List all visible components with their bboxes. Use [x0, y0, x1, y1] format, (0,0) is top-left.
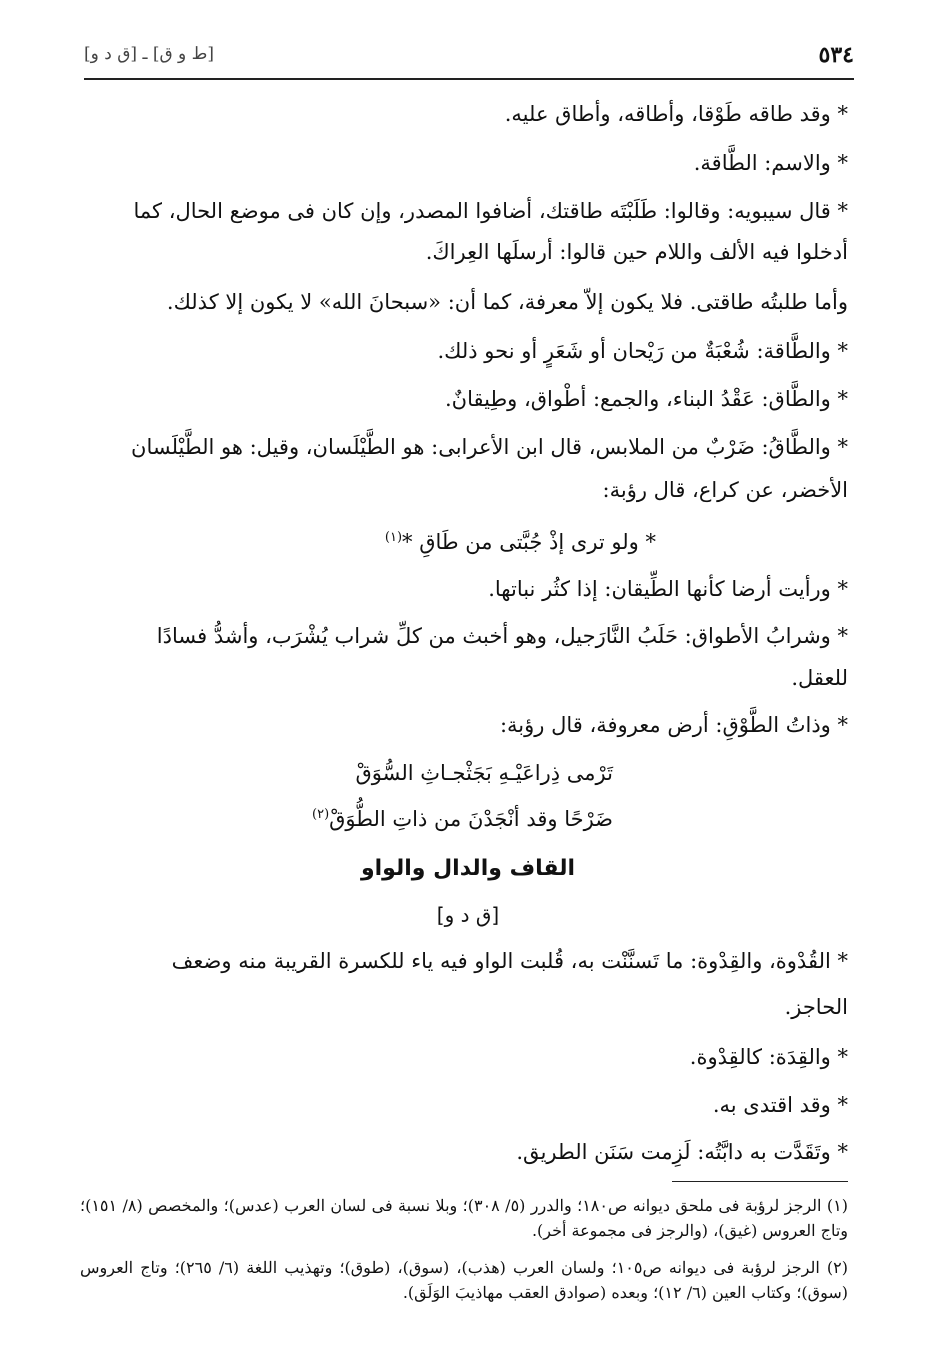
entry-line: وأما طلبتُه طاقتى. فلا يكون إلاّ معرفة، كما أن: «سبحانَ الله» لا يكون إلا كذلك.: [166, 290, 848, 314]
footnote: (٢) الرجز لرؤبة فى ديوانه ص١٠٥؛ ولسان العرب (هذب)، (سوق)، (طوق)؛ وتهذيب اللغة (٦/ ٢٦٥)؛ وتاج العروس (سوق)؛ وكتاب العين (٦/ ١٢)؛ وبعده (صوادق العقب مهاذيبَ الوَلَق).: [80, 1258, 848, 1302]
entry-line: * القُدْوة، والقِدْوة: ما تَسنَّنْت به، قُلبت الواو فيه ياء للكسرة القريبة منه وضعف: [171, 949, 848, 973]
entry-line: * وتَقَدَّت به دابَّتُه: لَزِمت سَنَن الطريق.: [516, 1140, 848, 1164]
footnote-rule: [672, 1181, 848, 1182]
page-number: ٥٣٤: [818, 42, 854, 68]
section-title: القاف والدال والواو: [360, 856, 576, 881]
entry-line: * والطَّاقة: شُعْبَةٌ من رَيْحان أو شَعَرٍ أو نحو ذلك.: [437, 339, 848, 363]
entry-line: * وشرابُ الأطواق: حَلَبُ النَّارَجيل، وهو أخبث من كلِّ شراب يُشْرَب، وأشدُّ فسادًا: [156, 624, 848, 648]
entry-line: * وقد طاقه طَوْقا، وأطاقه، وأطاق عليه.: [504, 102, 848, 126]
verse-line: [385, 524, 656, 556]
entry-line: * والقِدَة: كالقِدْوة.: [689, 1045, 848, 1069]
footnote-ref: (٢): [312, 807, 330, 822]
entry-line: الحاجز.: [784, 995, 848, 1019]
footnote-ref: (١): [384, 530, 403, 545]
verse-line: [312, 801, 613, 833]
header-rule: [84, 78, 854, 80]
verse-text: ضَرْحًا وقد أنْجَدْنَ من ذاتِ الطُّوَقْ: [329, 807, 613, 831]
entry-line: أدخلوا فيه الألف واللام حين قالوا: أرسلَها العِراكَ.: [425, 240, 848, 264]
entry-line: للعقل.: [791, 666, 848, 690]
page-header: [84, 38, 854, 72]
entry-line: * قال سيبويه: وقالوا: طَلَبْتَه طاقتك، أضافوا المصدر، وإن كان فى موضع الحال، كما: [133, 199, 848, 223]
entry-line: * وقد اقتدى به.: [712, 1093, 848, 1117]
entry-line: * والطَّاق: عَقْدُ البناء، والجمع: أطْواق، وطِيقانٌ.: [445, 387, 848, 411]
verse-text: * ولو ترى إذْ جُبَّتى من طَاقِ *: [402, 530, 656, 554]
entry-line: الأخضر، عن كراع، قال رؤبة:: [602, 478, 848, 502]
entry-line: * وذاتُ الطَّوْقِ: أرض معروفة، قال رؤبة:: [499, 713, 848, 737]
running-head: [ط و ق] ـ [ق د و]: [84, 44, 215, 64]
entry-line: * والطَّاقُ: ضَرْبٌ من الملابس، قال ابن الأعرابى: هو الطَّيْلَسان، وقيل: هو الطَّيْلَسان: [131, 435, 848, 459]
entry-line: * ورأيت أرضا كأنها الطِّيقان: إذا كثُر نباتها.: [488, 577, 848, 601]
footnote: (١) الرجز لرؤبة فى ملحق ديوانه ص١٨٠؛ والدرر (٥/ ٣٠٨)؛ وبلا نسبة فى لسان العرب (عدس)؛ والمخصص (٨/ ١٥١)؛ وتاج العروس (غيق)، (والرجز فى مجموعة أخر).: [80, 1196, 848, 1240]
entry-line: * والاسم: الطَّاقة.: [693, 151, 848, 175]
verse-line: تَرْمى ذِراعَيْـهِ بَجَثْجـاثِ السُّوَقْ: [355, 761, 613, 785]
root-title: [ق د و]: [436, 903, 500, 927]
